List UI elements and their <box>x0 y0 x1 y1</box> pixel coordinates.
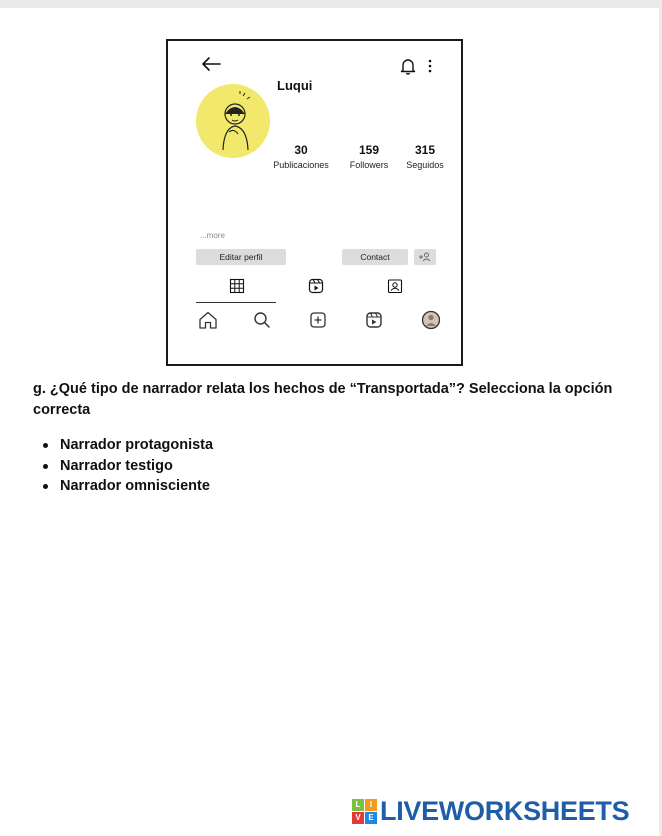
grid-icon[interactable] <box>229 278 245 294</box>
option-narrador-testigo[interactable]: Narrador testigo <box>41 456 213 477</box>
add-post-icon[interactable] <box>308 310 328 330</box>
bell-icon[interactable] <box>400 57 416 75</box>
stat-label: Publicaciones <box>273 160 329 170</box>
stat-label: Followers <box>349 160 389 170</box>
option-narrador-protagonista[interactable]: Narrador protagonista <box>41 435 213 456</box>
stat-value: 30 <box>294 143 308 157</box>
stat-followers[interactable] <box>345 143 393 170</box>
reels-icon[interactable] <box>308 278 324 294</box>
add-person-icon <box>414 249 436 265</box>
stat-value: 315 <box>414 143 436 157</box>
add-person-button[interactable] <box>414 249 436 265</box>
tagged-icon[interactable] <box>387 278 403 294</box>
liveworksheets-logo-mark: L I V E <box>352 799 377 824</box>
search-icon[interactable] <box>252 310 272 330</box>
top-band <box>0 0 662 8</box>
question-text: g. ¿Qué tipo de narrador relata los hechos de “Transportada”? Selecciona la opción correcta <box>33 381 613 418</box>
contact-button[interactable]: Contact <box>342 249 408 265</box>
stat-publicaciones[interactable] <box>269 143 333 170</box>
liveworksheets-logo <box>352 796 629 826</box>
stat-label: Seguidos <box>406 160 444 170</box>
active-tab-indicator <box>196 302 276 303</box>
answer-options-list <box>41 435 213 497</box>
profile-avatar-icon[interactable] <box>421 310 441 330</box>
edit-profile-button[interactable]: Editar perfil <box>196 249 286 265</box>
stat-seguidos[interactable] <box>401 143 449 170</box>
back-arrow-icon[interactable] <box>200 54 222 74</box>
girl-illustration-icon <box>196 84 270 158</box>
username: Luqui <box>277 78 313 93</box>
bio-more-link[interactable]: ...more <box>200 231 225 240</box>
home-icon[interactable] <box>198 310 218 330</box>
reels-icon[interactable] <box>364 310 384 330</box>
liveworksheets-wordmark: LIVEWORKSHEETS <box>380 795 630 826</box>
instagram-profile-mockup <box>166 39 463 366</box>
option-narrador-omnisciente[interactable]: Narrador omnisciente <box>41 476 213 497</box>
stat-value: 159 <box>358 143 380 157</box>
profile-avatar[interactable] <box>196 84 270 158</box>
more-options-icon[interactable] <box>427 57 433 75</box>
